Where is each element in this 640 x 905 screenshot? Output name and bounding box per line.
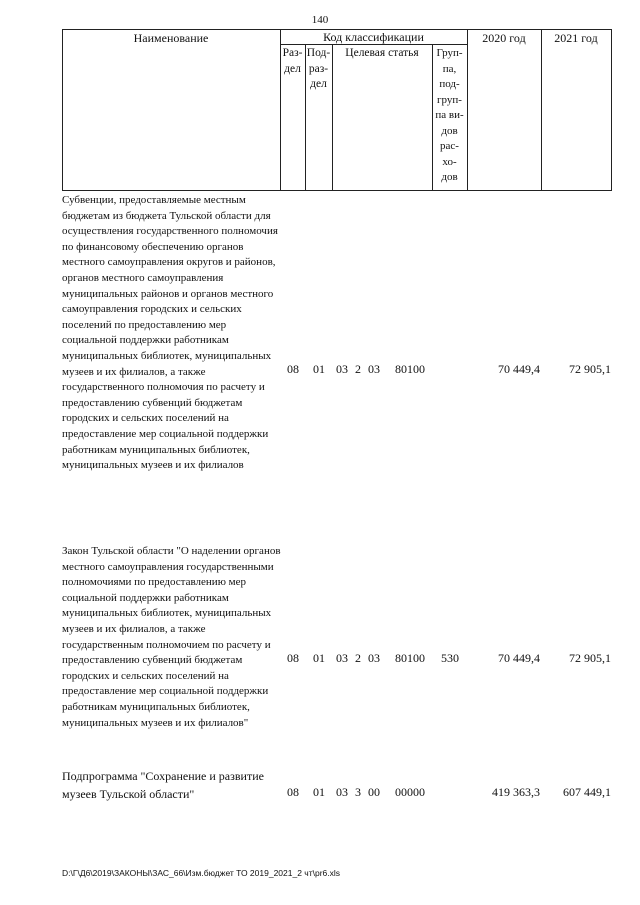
col-border (332, 44, 333, 191)
row-target-article-part2: 3 (355, 785, 361, 799)
row-name: Подпрограмма "Сохранение и развитие музеев Тульской области" (62, 769, 264, 801)
row-value-2021: 72 905,1 (569, 651, 611, 665)
row-section: 08 (287, 362, 299, 376)
row-section: 08 (287, 651, 299, 665)
row-section: 08 (287, 785, 299, 799)
row-target-article-part4: 00000 (395, 785, 425, 799)
row-target-article-part1: 03 (336, 785, 348, 799)
row-value-2020: 419 363,3 (492, 785, 540, 799)
row-subsection: 01 (313, 651, 325, 665)
row-target-article-part4: 80100 (395, 362, 425, 376)
header-year-2020: 2020 год (482, 31, 526, 45)
header-bottom-border (62, 190, 612, 191)
col-border (541, 29, 542, 191)
row-target-article-part1: 03 (336, 651, 348, 665)
header-name: Наименование (133, 31, 209, 45)
row-name: Закон Тульской области "О наделении органов местного самоуправления государственными полномочиями по предоставлению мер социальной поддержки работникам муниципальных библиотек, муниципальных музеев и их филиалов, а также государственным полномочием по расчету и предоставлению субвенций бюджетам городских и сельских поселений на предоставление мер социальной поддержки работникам муниципальных библиотек, муниципальных музеев и их филиалов" (62, 545, 281, 729)
row-name: Субвенции, предоставляемые местным бюджетам из бюджета Тульской области для осуществления государственного полномочия по финансовому обеспечению органов местного самоуправления округов и районов, органов местного самоуправления муниципальных районов и органов местного самоуправления городских и сельских поселений по предоставлению мер социальной поддержки работникам муниципальных библиотек, муниципальных музеев и их филиалов, а также государственного полномочия по расчету и предоставлению субвенций бюджетам городских и сельских поселений на предоставление мер социальной поддержки работникам муниципальных библиотек, муниципальных музеев и их филиалов (62, 194, 278, 472)
row-value-2020: 70 449,4 (498, 362, 540, 376)
header-subsection: Под- раз- дел (306, 47, 331, 90)
row-value-2021: 607 449,1 (563, 785, 611, 799)
col-border (467, 29, 468, 191)
row-target-article-part4: 80100 (395, 651, 425, 665)
header-year-2021: 2021 год (554, 31, 598, 45)
header-section: Раз- дел (282, 47, 303, 75)
row-value-2020: 70 449,4 (498, 651, 540, 665)
row-target-article-part3: 00 (368, 785, 380, 799)
row-subsection: 01 (313, 785, 325, 799)
row-group: 530 (441, 651, 459, 665)
row-target-article-part1: 03 (336, 362, 348, 376)
header-group: Груп- па, под- груп- па ви- дов рас- хо- дов (435, 47, 464, 183)
col-border (611, 29, 612, 191)
page-number: 140 (311, 14, 329, 26)
footer-file-path: D:\Г\Д6\2019\ЗАКОНЫ\ЗАС_66\Изм.бюджет ТО 2019_2021_2 чт\pr6.xls (62, 868, 341, 878)
row-subsection: 01 (313, 362, 325, 376)
col-border (62, 29, 63, 191)
header-target-article: Целевая статья (345, 47, 419, 59)
row-value-2021: 72 905,1 (569, 362, 611, 376)
row-target-article-part2: 2 (355, 362, 361, 376)
header-classification-code: Код классификации (323, 30, 424, 44)
row-target-article-part2: 2 (355, 651, 361, 665)
row-target-article-part3: 03 (368, 362, 380, 376)
row-target-article-part3: 03 (368, 651, 380, 665)
